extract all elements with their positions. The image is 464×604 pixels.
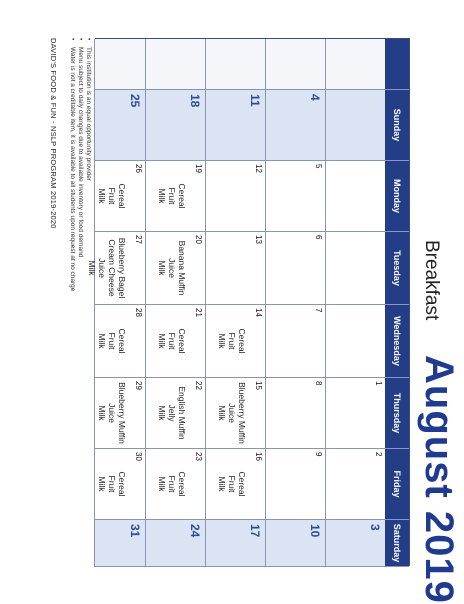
day-number: 27 — [134, 235, 143, 244]
day-number: 14 — [254, 308, 263, 317]
day-cell — [94, 520, 145, 567]
day-number: 2 — [374, 452, 383, 457]
menu-items — [157, 305, 187, 377]
day-number: 3 — [368, 524, 382, 531]
day-cell — [325, 90, 385, 161]
menu-item: Fruit — [227, 332, 237, 350]
day-cell — [205, 520, 265, 567]
week-margin — [94, 39, 145, 90]
menu-item: Cereal — [237, 328, 247, 354]
menu-items — [87, 232, 127, 304]
footnote-line — [68, 38, 76, 578]
weekday-header-thursday: Thursday — [385, 378, 409, 449]
menu-item: Juice — [167, 258, 177, 278]
menu-items — [97, 449, 127, 519]
month-title: August 2019 — [417, 355, 461, 604]
weekday-header-friday: Friday — [385, 449, 409, 520]
menu-item: Banana Muffin — [177, 240, 187, 296]
day-cell — [325, 305, 385, 378]
day-cell — [145, 305, 205, 378]
day-number: 25 — [128, 94, 142, 108]
menu-item: Juice — [107, 403, 117, 423]
day-cell — [145, 90, 205, 161]
menu-item: Juice — [97, 258, 107, 278]
menu-items — [97, 378, 127, 448]
menu-item: Milk — [217, 405, 227, 421]
day-number: 9 — [314, 452, 323, 457]
day-number: 8 — [314, 381, 323, 386]
day-number: 12 — [254, 164, 263, 173]
weekday-header-tuesday: Tuesday — [385, 232, 409, 305]
menu-items — [157, 449, 187, 519]
day-number: 15 — [254, 381, 263, 390]
menu-item: Fruit — [167, 475, 177, 493]
day-number: 6 — [314, 235, 323, 240]
menu-items — [157, 232, 187, 304]
menu-item: Blueberry Muffin — [117, 382, 127, 444]
footnotes — [68, 38, 92, 578]
weekday-header-monday: Monday — [385, 161, 409, 232]
weekday-header-wednesday: Wednesday — [385, 305, 409, 378]
menu-item: Milk — [217, 333, 227, 349]
day-cell — [205, 449, 265, 520]
menu-item: Blueberry Bagel — [117, 237, 127, 299]
day-cell — [265, 378, 325, 449]
weekday-header-saturday: Saturday — [385, 520, 409, 567]
day-cell — [94, 378, 145, 449]
day-cell — [94, 449, 145, 520]
day-number: 30 — [134, 452, 143, 461]
program-footer: DAVID'S FOOD & FUN - NSLP PROGRAM 2019-2020 — [49, 38, 58, 229]
day-number: 10 — [308, 524, 322, 538]
day-number: 20 — [194, 235, 203, 244]
menu-item: Milk — [97, 333, 107, 349]
menu-items — [217, 449, 247, 519]
day-number: 21 — [194, 308, 203, 317]
day-cell — [145, 232, 205, 305]
day-number: 31 — [128, 524, 142, 538]
day-cell — [205, 90, 265, 161]
menu-item: Fruit — [107, 475, 117, 493]
menu-item: Cereal — [177, 471, 187, 497]
day-number: 22 — [194, 381, 203, 390]
menu-item: Milk — [157, 405, 167, 421]
day-cell — [94, 90, 145, 161]
day-number: 18 — [188, 94, 202, 108]
day-number: 1 — [374, 381, 383, 386]
menu-item: Cereal — [117, 328, 127, 354]
menu-items — [217, 378, 247, 448]
menu-item: Cereal — [177, 328, 187, 354]
day-number: 13 — [254, 235, 263, 244]
meal-heading: Breakfast — [421, 240, 442, 321]
day-number: 23 — [194, 452, 203, 461]
footnote-line — [76, 38, 84, 578]
day-cell — [205, 378, 265, 449]
day-cell — [145, 378, 205, 449]
menu-item: Milk — [157, 188, 167, 204]
week-margin — [325, 39, 385, 90]
footnote-line — [84, 38, 92, 578]
menu-item: Cereal — [237, 471, 247, 497]
day-number: 29 — [134, 381, 143, 390]
menu-items — [97, 161, 127, 231]
day-number: 24 — [188, 524, 202, 538]
footnote-text: Menu subject to daily changes due to available inventory or food demand — [77, 47, 84, 258]
menu-item: Cereal — [177, 183, 187, 209]
week-margin — [205, 39, 265, 90]
day-number: 17 — [248, 524, 262, 538]
menu-item: Cream Cheese — [107, 239, 117, 297]
menu-item: Milk — [97, 476, 107, 492]
menu-item: Cereal — [117, 471, 127, 497]
day-cell — [205, 305, 265, 378]
week-margin — [265, 39, 325, 90]
menu-item: Milk — [157, 333, 167, 349]
day-number: 11 — [248, 94, 262, 107]
menu-item: Milk — [217, 476, 227, 492]
day-cell — [265, 161, 325, 232]
menu-item: Fruit — [167, 332, 177, 350]
day-cell — [145, 520, 205, 567]
calendar-corner — [385, 39, 409, 90]
menu-item: Cereal — [117, 183, 127, 209]
footnote-text: This institution is an equal opportunity provider — [85, 47, 92, 182]
menu-item: Milk — [157, 260, 167, 276]
menu-item: Milk — [97, 405, 107, 421]
menu-item: Fruit — [227, 475, 237, 493]
day-cell — [325, 449, 385, 520]
day-cell — [325, 378, 385, 449]
day-cell — [265, 232, 325, 305]
day-number: 5 — [314, 164, 323, 169]
day-cell — [325, 232, 385, 305]
menu-items — [217, 305, 247, 377]
day-number: 19 — [194, 164, 203, 173]
day-cell — [205, 232, 265, 305]
menu-item: Fruit — [167, 187, 177, 205]
day-cell — [325, 161, 385, 232]
footnote-text: Water is not a creditable item, it is available to all students upon request at no charge — [69, 47, 76, 292]
day-number: 26 — [134, 164, 143, 173]
day-cell — [265, 520, 325, 567]
day-cell — [205, 161, 265, 232]
bullet-icon: • — [69, 38, 76, 41]
menu-items — [157, 161, 187, 231]
bullet-icon: • — [77, 38, 84, 41]
week-margin — [145, 39, 205, 90]
day-number: 16 — [254, 452, 263, 461]
day-number: 28 — [134, 308, 143, 317]
day-cell — [145, 161, 205, 232]
day-cell — [94, 161, 145, 232]
day-cell — [325, 520, 385, 567]
bullet-icon: • — [85, 38, 92, 41]
menu-item: Milk — [157, 476, 167, 492]
day-cell — [94, 305, 145, 378]
day-number: 4 — [308, 94, 322, 101]
day-number: 7 — [314, 308, 323, 313]
day-cell — [145, 449, 205, 520]
menu-item: Juice — [227, 403, 237, 423]
menu-items — [97, 305, 127, 377]
day-cell — [87, 232, 145, 305]
menu-item: Fruit — [107, 187, 117, 205]
weekday-header-sunday: Sunday — [385, 90, 409, 161]
menu-item: Fruit — [107, 332, 117, 350]
menu-item: Jelly — [167, 404, 177, 422]
menu-item: Blueberry Muffin — [237, 382, 247, 444]
menu-items — [157, 378, 187, 448]
menu-item: English Muffin — [177, 386, 187, 440]
day-cell — [265, 449, 325, 520]
day-cell — [265, 305, 325, 378]
day-cell — [265, 90, 325, 161]
menu-item: Milk — [87, 260, 97, 276]
menu-item: Milk — [97, 188, 107, 204]
